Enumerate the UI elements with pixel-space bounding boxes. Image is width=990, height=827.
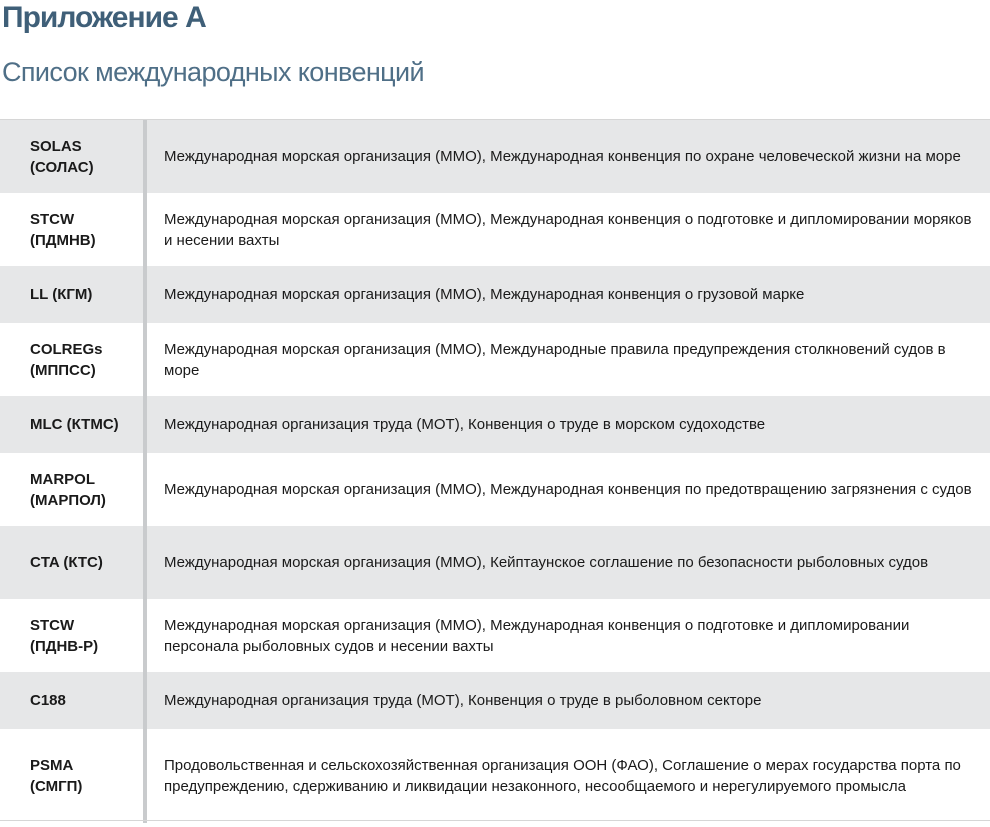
convention-abbr-text: COLREGs (МППСС): [30, 340, 103, 379]
table-row: [0, 672, 990, 729]
table-row: [0, 453, 990, 526]
table-row: [0, 193, 990, 266]
convention-abbr-text: PSMA (СМГП): [30, 757, 83, 795]
convention-abbr-text: CTA (КТС): [30, 554, 103, 571]
table-row: [0, 599, 990, 672]
convention-abbr-text: MLC (КТМС): [30, 416, 119, 433]
appendix-title: Приложение А: [2, 1, 206, 34]
convention-description: Продовольственная и сельскохозяйственная организация ООН (ФАО), Соглашение о мерах государства порта по предупреждению, сдерживанию и ликвидации незаконного, несообщаемого и нерегулируемого промысла: [164, 757, 961, 795]
table-row: [0, 396, 990, 453]
convention-abbr-text: SOLAS (СОЛАС): [30, 137, 94, 176]
table-row: [0, 729, 990, 823]
convention-description: Международная организация труда (МОТ), Конвенция о труде в морском судоходстве: [164, 416, 766, 433]
convention-abbr: [0, 526, 143, 599]
convention-abbr-text: C188: [30, 692, 66, 709]
table-row: [0, 120, 990, 193]
table-row: [0, 526, 990, 599]
convention-abbr: [0, 729, 143, 823]
convention-abbr-text: LL (КГМ): [30, 286, 93, 303]
convention-description: Международная морская организация (ММО), Международная конвенция по предотвращению загрязнения с судов: [164, 481, 972, 498]
conventions-table: [0, 119, 990, 823]
convention-abbr: [0, 323, 143, 396]
convention-abbr: [0, 193, 143, 266]
convention-abbr: [0, 453, 143, 526]
section-title: Список международных конвенций: [2, 57, 425, 87]
convention-abbr: [0, 266, 143, 323]
convention-abbr-text: MARPOL (МАРПОЛ): [30, 470, 106, 509]
convention-abbr: [0, 396, 143, 453]
convention-description: Международная морская организация (ММО), Международные правила предупреждения столкновений судов в море: [164, 340, 946, 379]
convention-abbr: [0, 599, 143, 672]
convention-description: Международная морская организация (ММО), Международная конвенция о подготовке и дипломировании персонала рыболовных судов и несении вахты: [164, 616, 910, 655]
convention-abbr-text: STCW (ПДНВ-Р): [30, 616, 99, 655]
convention-description: Международная организация труда (МОТ), Конвенция о труде в рыболовном секторе: [164, 692, 762, 709]
convention-description: Международная морская организация (ММО), Кейптаунское соглашение по безопасности рыболовных судов: [164, 554, 929, 571]
convention-description: Международная морская организация (ММО), Международная конвенция о подготовке и дипломировании моряков и несении вахты: [164, 210, 972, 249]
table-row: [0, 323, 990, 396]
convention-description: Международная морская организация (ММО), Международная конвенция о грузовой марке: [164, 286, 805, 303]
convention-abbr: [0, 672, 143, 729]
table-bottom-border: [0, 820, 990, 821]
convention-abbr: [0, 120, 143, 193]
convention-abbr-text: STCW (ПДМНВ): [30, 210, 96, 249]
table-row: [0, 266, 990, 323]
convention-description: Международная морская организация (ММО), Международная конвенция по охране человеческой жизни на море: [164, 148, 961, 165]
